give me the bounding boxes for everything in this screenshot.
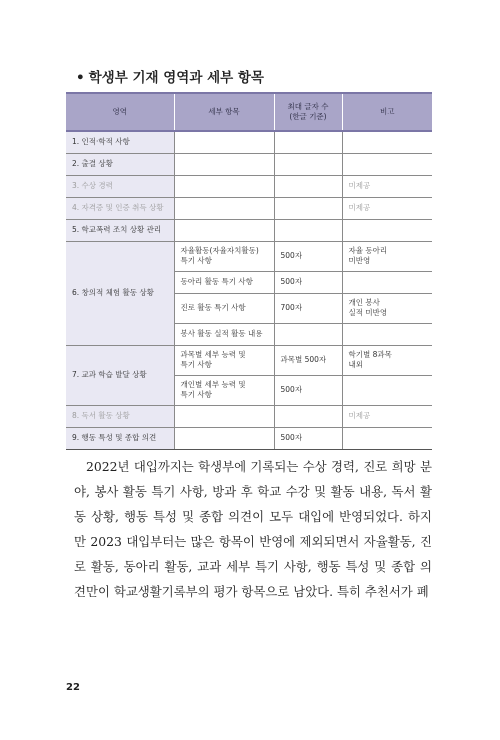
- note-cell: 학기별 8과목 내외: [342, 345, 432, 375]
- detail-cell: 동아리 활동 특기 사항: [174, 271, 274, 293]
- bullet-icon: •: [76, 70, 85, 86]
- header-max-chars: 최대 글자 수 (한글 기준): [274, 93, 342, 131]
- area-cell: 7. 교과 학습 발달 상황: [66, 345, 174, 405]
- area-cell: 8. 독서 활동 상황: [66, 405, 174, 427]
- area-cell: 1. 인적·학적 사항: [66, 131, 174, 153]
- max-cell: 700자: [274, 293, 342, 323]
- header-note: 비고: [342, 93, 432, 131]
- body-text: [74, 454, 432, 604]
- table-row: [66, 345, 432, 375]
- table-row: [66, 219, 432, 241]
- max-cell: 500자: [274, 271, 342, 293]
- detail-cell: 진로 활동 특기 사항: [174, 293, 274, 323]
- table-row: [66, 197, 432, 219]
- table-row: [66, 405, 432, 427]
- max-cell: 500자: [274, 375, 342, 405]
- note-cell: 미제공: [342, 175, 432, 197]
- area-cell: 5. 학교폭력 조치 상황 관리: [66, 219, 174, 241]
- detail-cell: 봉사 활동 실적 활동 내용: [174, 323, 274, 345]
- table-row: [66, 131, 432, 153]
- area-cell: 6. 창의적 체험 활동 상황: [66, 241, 174, 345]
- detail-cell: 과목별 세부 능력 및 특기 사항: [174, 345, 274, 375]
- detail-cell: 개인별 세부 능력 및 특기 사항: [174, 375, 274, 405]
- section-title: [76, 66, 264, 86]
- header-detail: 세부 항목: [174, 93, 274, 131]
- header-area: 영역: [66, 93, 174, 131]
- note-cell: 자율 동아리 미반영: [342, 241, 432, 271]
- table-row: [66, 427, 432, 449]
- page-number: 22: [66, 682, 80, 693]
- table-row: [66, 153, 432, 175]
- note-cell: 개인 봉사 실적 미반영: [342, 293, 432, 323]
- table-row: [66, 241, 432, 271]
- note-cell: 미제공: [342, 197, 432, 219]
- area-cell: 3. 수상 경력: [66, 175, 174, 197]
- section-title-text: 학생부 기재 영역과 세부 항목: [88, 70, 264, 86]
- table-header-row: [66, 93, 432, 131]
- area-cell: 2. 출결 상황: [66, 153, 174, 175]
- note-cell: 미제공: [342, 405, 432, 427]
- area-cell: 4. 자격증 및 인증 취득 상황: [66, 197, 174, 219]
- max-cell: 500자: [274, 241, 342, 271]
- detail-cell: 자율활동(자율자치활동) 특기 사항: [174, 241, 274, 271]
- record-areas-table: [66, 92, 432, 450]
- table-row: [66, 175, 432, 197]
- area-cell: 9. 행동 특성 및 종합 의견: [66, 427, 174, 449]
- max-cell: 500자: [274, 427, 342, 449]
- body-paragraph: 2022년 대입까지는 학생부에 기록되는 수상 경력, 진로 희망 분야, 봉사 활동 특기 사항, 방과 후 학교 수강 및 활동 내용, 독서 활동 상황, 행동 특성 및 종합 의견이 모두 대입에 반영되었다. 하지만 2023 대입부터는 많은 항목이 반영에 제외되면서 자율활동, 진로 활동, 동아리 활동, 교과 세부 특기 사항, 행동 특성 및 종합 의견만이 학교생활기록부의 평가 항목으로 남았다. 특히 추천서가 폐: [74, 459, 432, 599]
- max-cell: 과목별 500자: [274, 345, 342, 375]
